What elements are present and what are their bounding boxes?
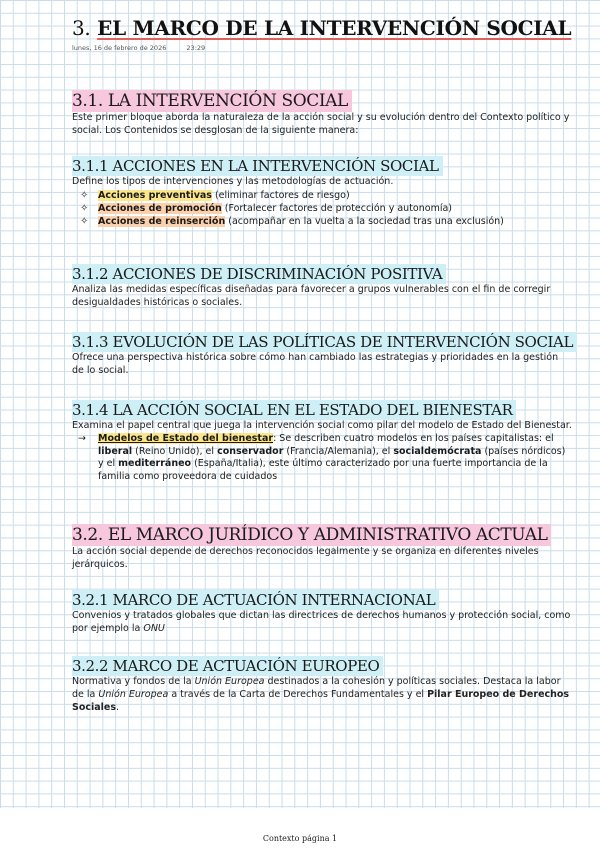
section-3-1	[72, 90, 572, 138]
onu-term: ONU	[143, 622, 165, 634]
model-mediterraneo: mediterráneo	[118, 458, 192, 470]
page-title	[72, 14, 572, 42]
note-time: 23:29	[186, 44, 206, 52]
welfare-models-term: Modelos de Estado del bienestar	[98, 432, 274, 444]
section-3-1-4	[72, 400, 572, 484]
diamond-bullet-icon: ✧	[80, 215, 89, 227]
list-item-desc: (eliminar factores de riesgo)	[211, 189, 350, 201]
section-3-2-1-body: Convenios y tratados globales que dictan las directrices de derechos humanos y protección social, como por ejemplo la	[72, 610, 571, 634]
section-3-1-1-heading: 3.1.1 ACCIONES EN LA INTERVENCIÓN SOCIAL	[72, 156, 443, 176]
section-3-2-1	[72, 590, 572, 636]
welfare-models-text: (países nórdicos) y el	[98, 445, 566, 470]
pilar-term: Pilar Europeo de Derechos Sociales	[72, 688, 570, 713]
list-item-term: Acciones de reinserción	[98, 215, 226, 227]
model-liberal: liberal	[98, 445, 133, 457]
welfare-models-text: (Francia/Alemania), el	[283, 445, 394, 457]
section-3-1-4-text: Examina el papel central que juega la intervención social como pilar del modelo de Estado del Bienestar.	[72, 420, 572, 431]
actions-list	[72, 189, 572, 228]
section-3-2-2-heading: 3.2.2 MARCO DE ACTUACIÓN EUROPEO	[72, 656, 383, 676]
ue-term: Unión Europea	[194, 676, 265, 687]
section-3-1-2-text: Analiza las medidas específicas diseñadas para favorecer a grupos vulnerables con el fin de corregir desigualdades históricas o sociales.	[72, 284, 551, 308]
section-3-1-text: Este primer bloque aborda la naturaleza de la acción social y su evolución dentro del Contexto político y social. Los Contenidos se desglosan de la siguiente manera:	[72, 112, 570, 136]
section-3-2-2-body: Normativa y fondos de la	[72, 676, 195, 687]
list-item-desc: (Fortalecer factores de protección y autonomía)	[221, 202, 452, 214]
list-item	[72, 189, 572, 202]
list-item	[72, 202, 572, 215]
diamond-bullet-icon: ✧	[80, 189, 89, 201]
section-3-1-2	[72, 264, 572, 310]
section-3-1-2-heading: 3.1.2 ACCIONES DE DISCRIMINACIÓN POSITIVA	[72, 264, 446, 284]
section-3-1-heading: 3.1. LA INTERVENCIÓN SOCIAL	[72, 90, 352, 112]
section-3-2-2-body: a través de la Carta de Derechos Fundamentales y el	[168, 688, 428, 700]
section-3-2-1-text	[72, 610, 572, 636]
list-item-term: Acciones preventivas	[98, 189, 212, 201]
welfare-models-item	[72, 433, 572, 484]
section-3-2	[72, 524, 572, 572]
ue-term: Unión Europea	[98, 688, 169, 700]
model-conservador: conservador	[217, 445, 284, 457]
section-3-2-2-body: destinados a la cohesión y políticas sociales. Destaca la labor de la	[72, 676, 561, 700]
page-footer: Contexto página 1	[262, 834, 338, 843]
welfare-models-text: (Reino Unido), el	[132, 445, 218, 457]
section-3-1-4-heading: 3.1.4 LA ACCIÓN SOCIAL EN EL ESTADO DEL BIENESTAR	[72, 400, 516, 420]
section-3-1-3-heading: 3.1.3 EVOLUCIÓN DE LAS POLÍTICAS DE INTERVENCIÓN SOCIAL	[72, 332, 577, 352]
section-3-2-2	[72, 656, 572, 714]
section-3-1-3-text: Ofrece una perspectiva histórica sobre cómo han cambiado las estrategias y prioridades en la gestión de lo social.	[72, 352, 559, 376]
title-number: 3.	[72, 16, 91, 40]
section-3-2-1-heading: 3.2.1 MARCO DE ACTUACIÓN INTERNACIONAL	[72, 590, 439, 610]
note-date: lunes, 16 de febrero de 2026	[72, 44, 167, 52]
section-3-1-1-text: Define los tipos de intervenciones y las metodologías de actuación.	[72, 176, 394, 187]
welfare-models-text: : Se describen cuatro modelos en los países capitalistas: el	[273, 432, 554, 444]
section-3-2-text: La acción social depende de derechos reconocidos legalmente y se organiza en diferentes niveles jerárquicos.	[72, 546, 539, 570]
title-text: EL MARCO DE LA INTERVENCIÓN SOCIAL	[97, 16, 572, 40]
diamond-bullet-icon: ✧	[80, 202, 89, 214]
arrow-right-icon: →	[78, 432, 86, 444]
section-3-2-2-body: .	[116, 701, 120, 713]
section-3-1-1	[72, 156, 572, 228]
section-3-2-2-text	[72, 676, 572, 714]
list-item-desc: (acompañar en la vuelta a la sociedad tras una exclusión)	[225, 215, 504, 227]
note-page	[72, 14, 574, 713]
model-socialdemocrata: socialdemócrata	[393, 445, 482, 457]
note-timestamp	[72, 44, 572, 54]
section-3-1-3	[72, 332, 572, 378]
list-item	[72, 215, 572, 228]
section-3-2-heading: 3.2. EL MARCO JURÍDICO Y ADMINISTRATIVO ACTUAL	[72, 524, 551, 546]
welfare-models-text: (España/Italia), este último caracterizado por una fuerte importancia de la familia como proveedora de cuidados	[98, 458, 548, 483]
list-item-term: Acciones de promoción	[98, 202, 222, 214]
